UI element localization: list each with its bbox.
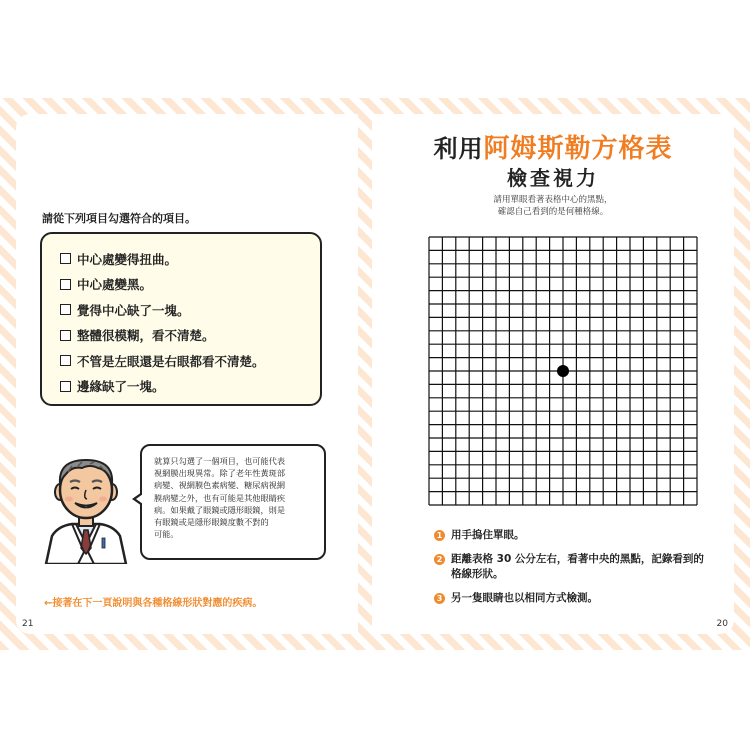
check-item[interactable]: 覺得中心缺了一塊。 bbox=[60, 297, 320, 323]
step-item: 2 距離表格 30 公分左右，看著中央的黑點，記錄看到的格線形狀。 bbox=[434, 552, 714, 582]
left-page bbox=[16, 114, 358, 634]
checklist-intro: 請從下列項目勾選符合的項目。 bbox=[42, 212, 196, 225]
page-number-left: 21 bbox=[22, 619, 34, 629]
page-subtitle: 檢查視力 bbox=[507, 166, 599, 190]
check-item[interactable]: 中心處變黑。 bbox=[60, 272, 320, 298]
center-dot bbox=[557, 365, 569, 377]
checkbox-icon[interactable] bbox=[60, 381, 71, 392]
step-number-badge: 3 bbox=[434, 593, 445, 604]
step-item: 3 另一隻眼睛也以相同方式檢測。 bbox=[434, 591, 714, 606]
step-number-badge: 1 bbox=[434, 530, 445, 541]
checkbox-icon[interactable] bbox=[60, 253, 71, 264]
checkbox-icon[interactable] bbox=[60, 304, 71, 315]
step-number-badge: 2 bbox=[434, 554, 445, 565]
book-spread-background bbox=[0, 98, 750, 650]
doctor-speech-bubble: 就算只勾選了一個項目，也可能代表 視網膜出現異常。除了老年性黃斑部 病變、視網膜色素病變、糖尿病視網 膜病變之外，也有可能是其他眼睛疾 病。如果戴了眼鏡或隱形眼鏡，則是 有眼鏡或是隱形眼鏡度數不對的 可能。 bbox=[140, 444, 326, 560]
right-page bbox=[372, 114, 734, 634]
check-item[interactable]: 整體很模糊，看不清楚。 bbox=[60, 323, 320, 349]
check-item[interactable]: 邊緣缺了一塊。 bbox=[60, 374, 320, 400]
page-number-right: 20 bbox=[716, 619, 728, 629]
amsler-grid bbox=[428, 236, 698, 506]
step-item: 1 用手摀住單眼。 bbox=[434, 528, 714, 543]
check-item[interactable]: 不管是左眼還是右眼都看不清楚。 bbox=[60, 348, 320, 374]
checkbox-icon[interactable] bbox=[60, 279, 71, 290]
checkbox-icon[interactable] bbox=[60, 330, 71, 341]
checkbox-icon[interactable] bbox=[60, 355, 71, 366]
page-title-accent: 阿姆斯勒方格表 bbox=[483, 134, 673, 164]
check-item[interactable]: 中心處變得扭曲。 bbox=[60, 246, 320, 272]
page-title: 利用阿姆斯勒方格表 bbox=[433, 134, 673, 164]
checklist-panel bbox=[40, 232, 322, 406]
doctor-illustration bbox=[38, 452, 134, 564]
step-list bbox=[434, 528, 714, 615]
instruction-text: 請用單眼看著表格中心的黑點， 確認自己看到的是何種格線。 bbox=[493, 195, 613, 217]
next-page-note: ←接著在下一頁說明與各種格線形狀對應的疾病。 bbox=[44, 598, 263, 609]
